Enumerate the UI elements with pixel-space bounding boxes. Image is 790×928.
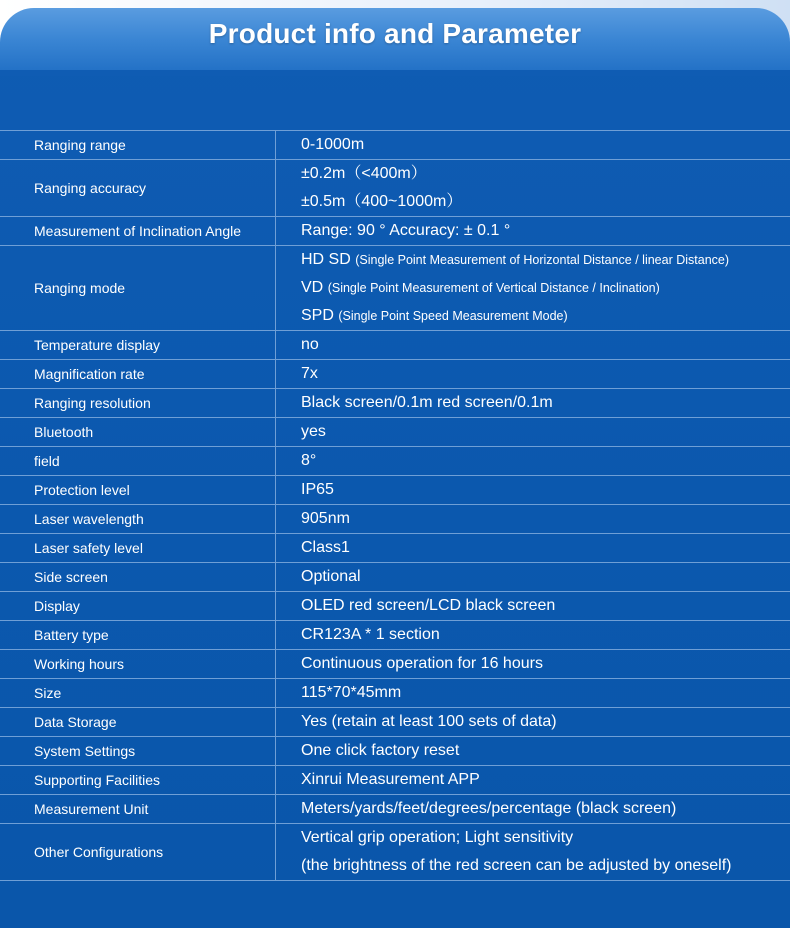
- spec-values: [276, 708, 790, 736]
- spec-table: [0, 130, 790, 881]
- spec-label: Temperature display: [0, 331, 276, 359]
- spec-value: 115*70*45mm: [301, 684, 402, 701]
- spec-row-measurement-of-inclination-angle: [0, 217, 790, 246]
- spec-values: [276, 418, 790, 446]
- spec-label: Magnification rate: [0, 360, 276, 388]
- spec-values: [276, 447, 790, 475]
- spec-values: [276, 505, 790, 533]
- spec-label: Working hours: [0, 650, 276, 678]
- ranging-mode-code: HD SD: [301, 251, 351, 268]
- spec-label: Measurement of Inclination Angle: [0, 217, 276, 245]
- spec-value: Meters/yards/feet/degrees/percentage (black screen): [301, 800, 677, 817]
- spec-values: [276, 246, 790, 330]
- spec-value: Vertical grip operation; Light sensitivity: [301, 829, 574, 846]
- spec-value: yes: [301, 423, 326, 440]
- spec-row-magnification-rate: [0, 360, 790, 389]
- spec-values: [276, 766, 790, 794]
- spec-label: Measurement Unit: [0, 795, 276, 823]
- spec-row-laser-wavelength: [0, 505, 790, 534]
- spec-row-protection-level: [0, 476, 790, 505]
- ranging-mode-code: VD: [301, 279, 324, 296]
- spec-value: no: [301, 336, 319, 353]
- spec-values: [276, 679, 790, 707]
- spec-value: Class1: [301, 539, 350, 556]
- spec-row-ranging-mode: [0, 246, 790, 331]
- spec-label: System Settings: [0, 737, 276, 765]
- spec-row-display: [0, 592, 790, 621]
- spec-label: Ranging mode: [0, 246, 276, 330]
- spec-label: Protection level: [0, 476, 276, 504]
- spec-values: [276, 331, 790, 359]
- spec-value: Xinrui Measurement APP: [301, 771, 480, 788]
- ranging-mode-description: (Single Point Measurement of Vertical Distance / Inclination): [327, 281, 660, 295]
- spec-row-laser-safety-level: [0, 534, 790, 563]
- spec-values: [276, 217, 790, 245]
- spec-label: Ranging resolution: [0, 389, 276, 417]
- ranging-mode-description: (Single Point Measurement of Horizontal Distance / linear Distance): [355, 253, 730, 267]
- spec-values: [276, 131, 790, 159]
- spec-values: [276, 389, 790, 417]
- spec-values: [276, 650, 790, 678]
- spec-row-system-settings: [0, 737, 790, 766]
- spec-label: Laser wavelength: [0, 505, 276, 533]
- spec-row-working-hours: [0, 650, 790, 679]
- spec-label: Battery type: [0, 621, 276, 649]
- spec-value: ±0.2m（<400m）: [301, 165, 427, 182]
- spec-row-side-screen: [0, 563, 790, 592]
- spec-values: [276, 737, 790, 765]
- spec-row-ranging-range: [0, 131, 790, 160]
- spec-label: Ranging accuracy: [0, 160, 276, 216]
- spec-row-bluetooth: [0, 418, 790, 447]
- spec-values: [276, 824, 790, 880]
- ranging-mode-item: [276, 302, 790, 330]
- spec-label: Side screen: [0, 563, 276, 591]
- spec-value: IP65: [301, 481, 334, 498]
- spec-values: [276, 534, 790, 562]
- ranging-mode-code: SPD: [301, 307, 334, 324]
- ranging-mode-item: [276, 246, 790, 274]
- spec-row-ranging-accuracy: [0, 160, 790, 217]
- spec-label: Ranging range: [0, 131, 276, 159]
- spec-values: [276, 621, 790, 649]
- spec-row-size: [0, 679, 790, 708]
- spec-row-field: [0, 447, 790, 476]
- spec-values: [276, 563, 790, 591]
- spec-value: ±0.5m（400~1000m）: [301, 193, 463, 210]
- spec-row-temperature-display: [0, 331, 790, 360]
- spec-value: Optional: [301, 568, 361, 585]
- spec-label: Laser safety level: [0, 534, 276, 562]
- spec-values: [276, 160, 790, 216]
- spec-value: OLED red screen/LCD black screen: [301, 597, 556, 614]
- spec-row-other-configurations: [0, 824, 790, 880]
- ranging-mode-description: (Single Point Speed Measurement Mode): [338, 309, 568, 323]
- page-title: Product info and Parameter: [208, 18, 582, 49]
- spec-value: Black screen/0.1m red screen/0.1m: [301, 394, 553, 411]
- spec-row-ranging-resolution: [0, 389, 790, 418]
- spec-value: Range: 90 ° Accuracy: ± 0.1 °: [301, 222, 511, 239]
- spec-values: [276, 795, 790, 823]
- spec-label: Supporting Facilities: [0, 766, 276, 794]
- spec-label: Display: [0, 592, 276, 620]
- spec-row-battery-type: [0, 621, 790, 650]
- spec-label: Bluetooth: [0, 418, 276, 446]
- spec-value: Continuous operation for 16 hours: [301, 655, 543, 672]
- spec-value: 7x: [301, 365, 318, 382]
- spec-label: Other Configurations: [0, 824, 276, 880]
- spec-values: [276, 592, 790, 620]
- spec-row-data-storage: [0, 708, 790, 737]
- spec-label: field: [0, 447, 276, 475]
- ranging-mode-item: [276, 274, 790, 302]
- spec-values: [276, 476, 790, 504]
- spec-value: One click factory reset: [301, 742, 460, 759]
- spec-label: Data Storage: [0, 708, 276, 736]
- spec-row-measurement-unit: [0, 795, 790, 824]
- spec-value: 905nm: [301, 510, 350, 527]
- spec-value: (the brightness of the red screen can be adjusted by oneself): [301, 857, 732, 874]
- spec-values: [276, 360, 790, 388]
- spec-label: Size: [0, 679, 276, 707]
- spec-value: CR123A * 1 section: [301, 626, 440, 643]
- spec-value: 0-1000m: [301, 136, 365, 153]
- spec-value: 8°: [301, 452, 317, 469]
- spec-value: Yes (retain at least 100 sets of data): [301, 713, 557, 730]
- spec-row-supporting-facilities: [0, 766, 790, 795]
